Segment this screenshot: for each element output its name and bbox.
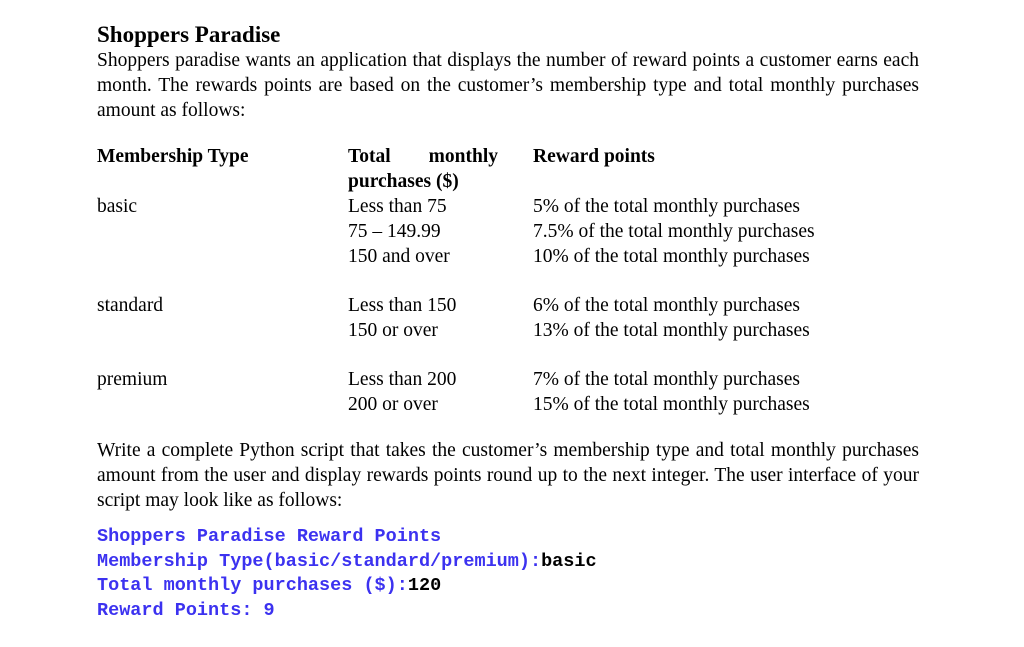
range-cell: 200 or over — [348, 394, 438, 415]
table-row — [97, 219, 919, 244]
reward-cell: 15% of the total monthly purchases — [533, 394, 810, 415]
reward-value: 9 — [263, 599, 275, 621]
reward-cell: 6% of the total monthly purchases — [533, 295, 800, 316]
page-title: Shoppers Paradise — [97, 22, 281, 47]
range-cell: 150 or over — [348, 320, 438, 341]
intro-paragraph: Shoppers paradise wants an application that displays the number of reward points a customer earns each month. The rewards points are based on the customer’s membership type and total monthly purchases amount as follows: — [97, 50, 919, 121]
reward-cell: 5% of the total monthly purchases — [533, 196, 800, 217]
table-row — [97, 367, 919, 392]
table-header-row — [97, 144, 919, 194]
table-row — [97, 318, 919, 343]
header-purchases-word: purchases ($) — [348, 171, 459, 192]
membership-value: basic — [541, 550, 597, 572]
membership-type-premium: premium — [97, 369, 168, 390]
table-row — [97, 392, 919, 417]
sample-title: Shoppers Paradise Reward Points — [97, 526, 442, 547]
range-cell: Less than 75 — [348, 196, 447, 217]
table-row — [97, 293, 919, 318]
sample-line-membership — [97, 550, 919, 575]
header-membership-type: Membership Type — [97, 146, 249, 167]
range-cell: 75 – 149.99 — [348, 221, 441, 242]
total-prompt: Total monthly purchases ($): — [97, 575, 408, 596]
reward-cell: 10% of the total monthly purchases — [533, 246, 810, 267]
sample-output — [97, 525, 919, 623]
sample-line-title — [97, 525, 919, 550]
sample-line-reward — [97, 599, 919, 624]
rewards-table — [97, 144, 919, 417]
header-total-word: Total — [348, 146, 391, 167]
membership-type-basic: basic — [97, 196, 138, 217]
reward-cell: 7% of the total monthly purchases — [533, 369, 800, 390]
membership-type-standard: standard — [97, 295, 164, 316]
header-reward-points: Reward points — [533, 146, 655, 167]
header-total-monthly — [348, 144, 533, 194]
header-monthly-word: monthly — [428, 146, 498, 167]
range-cell: Less than 150 — [348, 295, 457, 316]
total-value: 120 — [407, 575, 442, 596]
table-row — [97, 194, 919, 219]
reward-cell: 7.5% of the total monthly purchases — [533, 221, 815, 242]
reward-cell: 13% of the total monthly purchases — [533, 320, 810, 341]
instruction-paragraph: Write a complete Python script that takes the customer’s membership type and total monthly purchases amount from the user and display rewards points round up to the next integer. The user interface of your script may look like as follows: — [97, 440, 919, 511]
range-cell: Less than 200 — [348, 369, 457, 390]
membership-prompt: Membership Type(basic/standard/premium): — [97, 550, 542, 572]
sample-line-total — [97, 574, 919, 599]
range-cell: 150 and over — [348, 246, 450, 267]
reward-prompt: Reward Points: — [97, 599, 264, 621]
document-page — [97, 22, 919, 623]
table-row — [97, 244, 919, 269]
